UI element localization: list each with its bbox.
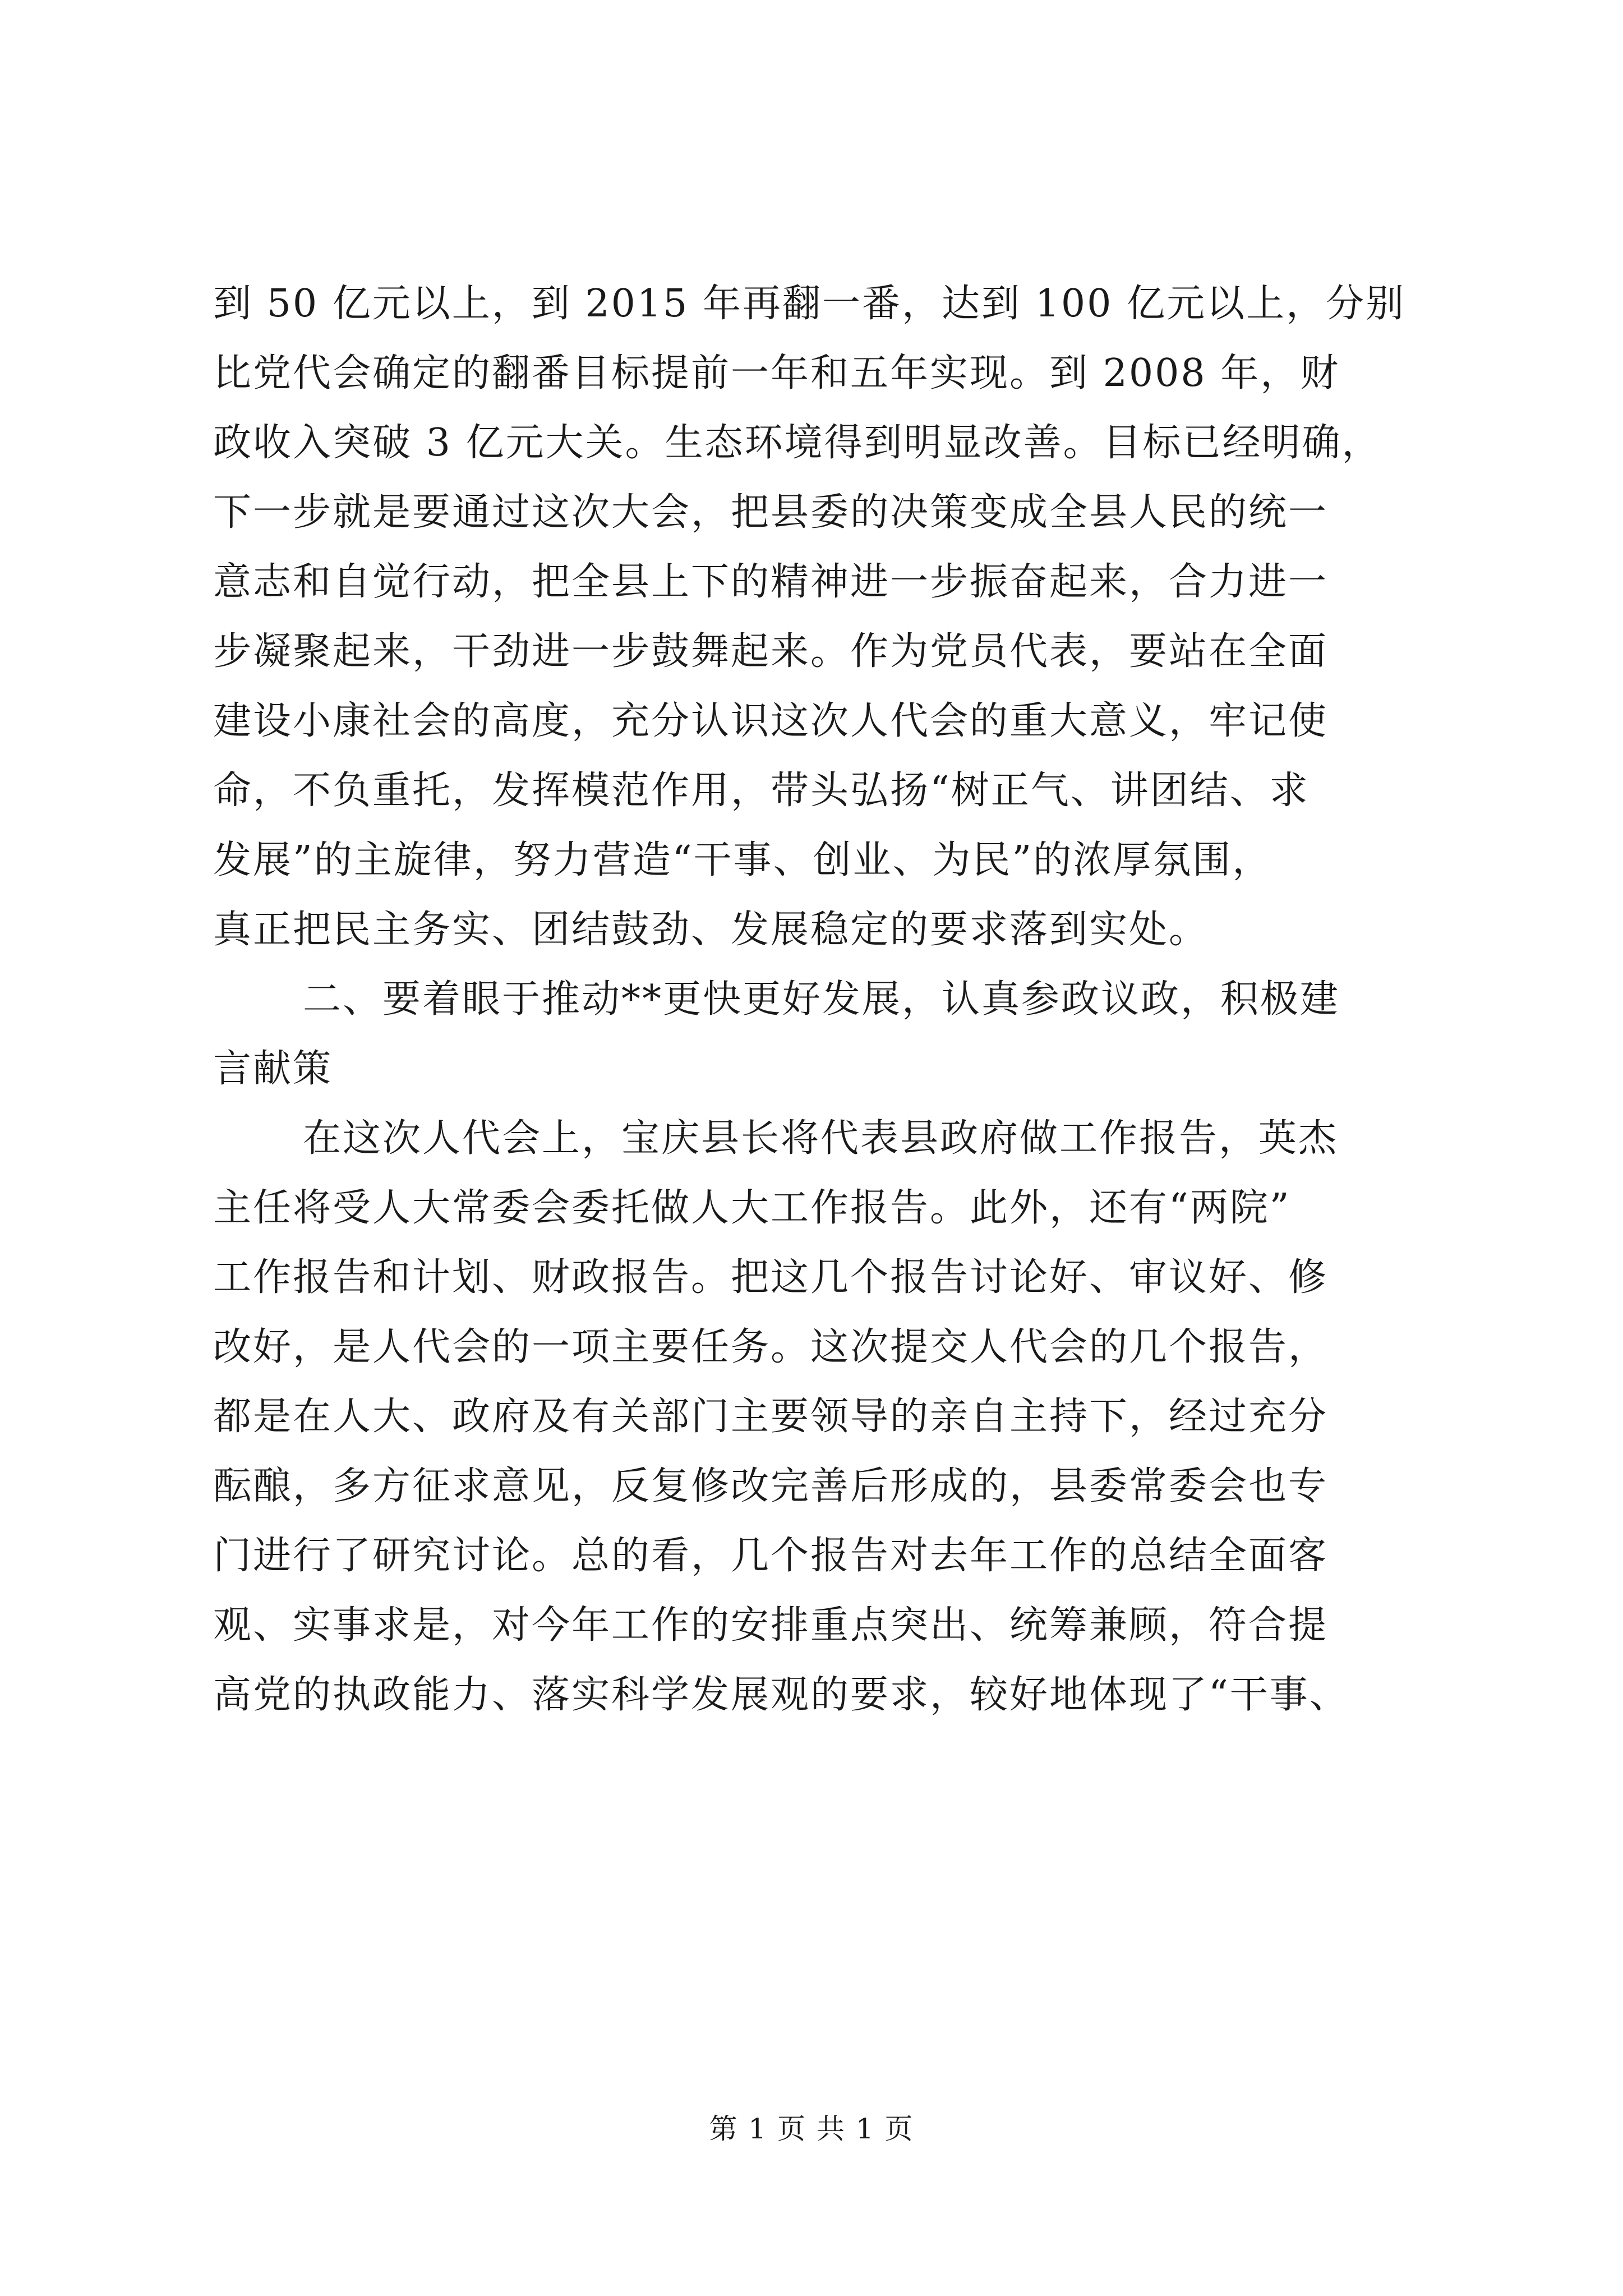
paragraph-line: 观、实事求是，对今年工作的安排重点突出、统筹兼顾，符合提 [213,1603,1329,1648]
document-body [213,269,1413,1730]
paragraph-line: 比党代会确定的翻番目标提前一年和五年实现。到 2008 年，财 [213,351,1340,395]
paragraph-line: 工作报告和计划、财政报告。把这几个报告讨论好、审议好、修 [213,1255,1329,1300]
paragraph-line: 在这次人代会上，宝庆县长将代表县政府做工作报告，英杰 [303,1116,1339,1161]
paragraph-line: 步凝聚起来，干劲进一步鼓舞起来。作为党员代表，要站在全面 [213,629,1329,674]
section-heading-line: 二、要着眼于推动**更快更好发展，认真参政议政，积极建 [303,977,1340,1022]
paragraph-line: 政收入突破 3 亿元大关。生态环境得到明显改善。目标已经明确， [213,421,1382,465]
page-number-footer: 第 1 页 共 1 页 [709,2113,914,2145]
paragraph-line: 到 50 亿元以上，到 2015 年再翻一番，达到 100 亿元以上，分别 [213,282,1406,326]
paragraph-line: 意志和自觉行动，把全县上下的精神进一步振奋起来，合力进一 [213,560,1329,604]
paragraph-line: 发展”的主旋律，努力营造“干事、创业、为民”的浓厚氛围， [213,838,1272,882]
paragraph-line: 改好，是人代会的一项主要任务。这次提交人代会的几个报告， [213,1325,1329,1369]
paragraph-line: 主任将受人大常委会委托做人大工作报告。此外，还有“两院” [213,1186,1291,1230]
paragraph-line: 都是在人大、政府及有关部门主要领导的亲自主持下，经过充分 [213,1395,1329,1439]
paragraph-line: 真正把民主务实、团结鼓劲、发展稳定的要求落到实处。 [213,908,1209,952]
paragraph-line: 门进行了研究讨论。总的看，几个报告对去年工作的总结全面客 [213,1534,1329,1578]
paragraph-line: 建设小康社会的高度，充分认识这次人代会的重大意义，牢记使 [213,699,1329,743]
section-heading-line: 言献策 [213,1047,333,1091]
paragraph-line: 高党的执政能力、落实科学发展观的要求，较好地体现了“干事、 [213,1673,1349,1717]
paragraph-line: 下一步就是要通过这次大会，把县委的决策变成全县人民的统一 [213,490,1329,535]
paragraph-line: 酝酿，多方征求意见，反复修改完善后形成的，县委常委会也专 [213,1464,1329,1508]
paragraph-line: 命，不负重托，发挥模范作用，带头弘扬“树正气、讲团结、求 [213,769,1310,813]
